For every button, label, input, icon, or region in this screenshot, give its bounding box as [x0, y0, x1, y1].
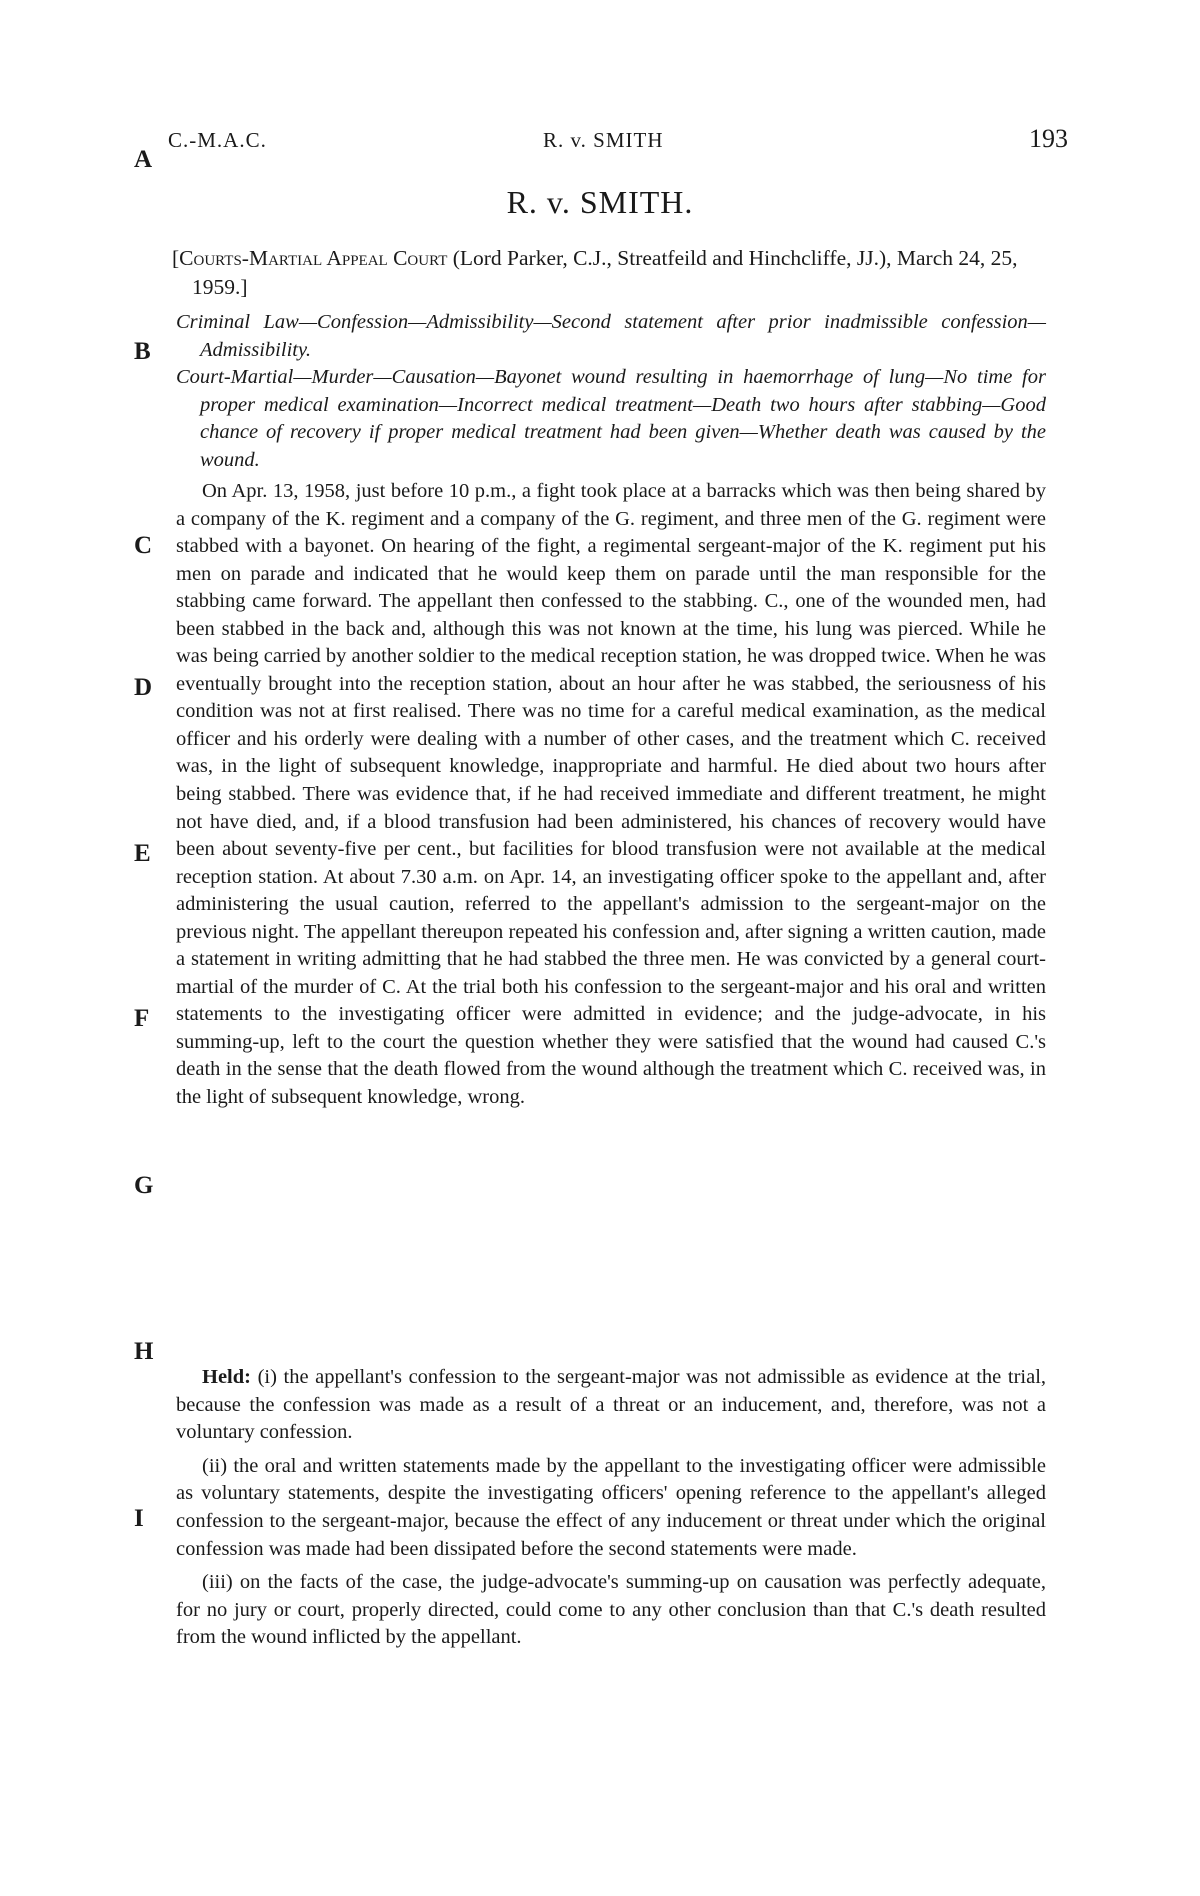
held-point-1 — [176, 1364, 1046, 1447]
facts-text: On Apr. 13, 1958, just before 10 p.m., a fight took place at a barracks which was then being shared by a company of the K. regiment and a company of the G. regiment, and three men of the G. regiment were stabbed with a bayonet. On hearing of the fight, a regimental sergeant-major of the K. regiment put his men on parade and indicated that he would keep them on parade until the man responsible for the stabbing came forward. The appellant then confessed to the stabbing. C., one of the wounded men, had been stabbed in the back and, although this was not known at the time, his lung was pierced. While he was being carried by another soldier to the medical reception station, he was dropped twice. When he was eventually brought into the reception station, about an hour after he was stabbed, the seriousness of his condition was not at first realised. There was no time for a careful medical examination, as the medical officer and his orderly were dealing with a number of other cases, and the treatment which C. received was, in the light of subsequent knowledge, inappropriate and harmful. He died about two hours after being stabbed. There was evidence that, if he had received immediate and different treatment, he might not have died, and, if a blood transfusion had been administered, his chances of recovery would have been about seventy-five per cent., but facilities for blood transfusion were not available at the medical reception station. At about 7.30 a.m. on Apr. 14, an investigating officer spoke to the appellant and, after administering the usual caution, referred to the appellant's admission to the sergeant-major on the previous night. The appellant thereupon repeated his confession and, after signing a written caution, made a statement in writing admitting that he had stabbed the three men. He was convicted by a general court-martial of the murder of C. At the trial both his confession to the sergeant-major and his oral and written statements to the investigating officer were admitted in evidence; and the judge-advocate, in his summing-up, left to the court the question whether they were satisfied that the wound had caused C.'s death in the sense that the death flowed from the wound although the treatment which C. received was, in the light of subsequent knowledge, wrong. — [176, 480, 1046, 1109]
held-point-2: (ii) the oral and written statements made by the appellant to the investigating officer were admissible as voluntary statements, despite the investigating officers' opening reference to the appellant's alleged confession to the sergeant-major, because the effect of any inducement or threat under which the original confession was made had been dissipated before the second statements were made. — [176, 1454, 1046, 1560]
page-number: 193 — [1029, 124, 1068, 153]
margin-letter-i: I — [134, 1505, 144, 1532]
running-head-case: R. v. SMITH — [543, 128, 664, 152]
held-section — [176, 1364, 1046, 1658]
catchword-court-martial: Court-Martial—Murder—Causation—Bayonet wound resulting in haemorrhage of lung—No time for proper medical examination—Incorrect medical treatment—Death two hours after stabbing—Good chance of recovery if proper medical treatment had been given—Whether death was caused by the wound. — [176, 366, 1046, 471]
margin-letter-e: E — [134, 840, 151, 867]
margin-letter-g: G — [134, 1172, 154, 1199]
court-open-bracket: [ — [172, 246, 180, 270]
court-citation — [172, 244, 1067, 302]
facts-paragraph — [176, 478, 1046, 1112]
court-name: Courts-Martial Appeal Court — [179, 246, 448, 270]
running-head-court: C.-M.A.C. — [168, 128, 267, 152]
margin-letter-b: B — [134, 338, 151, 365]
held-label: Held: — [202, 1366, 251, 1388]
running-head — [168, 124, 1068, 158]
held-point-3: (iii) on the facts of the case, the judge-advocate's summing-up on causation was perfectly adequate, for no jury or court, properly directed, could come to any other conclusion than that C.'s death resulted from the wound inflicted by the appellant. — [176, 1571, 1046, 1649]
court-details: (Lord Parker, C.J., Streatfeild and Hinchcliffe, JJ.), March 24, 25, 1959.] — [192, 246, 1018, 299]
margin-letter-h: H — [134, 1338, 154, 1365]
case-title: R. v. SMITH. — [506, 184, 694, 220]
margin-letter-c: C — [134, 532, 153, 559]
catchwords — [176, 309, 1046, 475]
margin-letter-f: F — [134, 1005, 150, 1032]
margin-letter-a: A — [134, 146, 153, 173]
catchword-criminal-law: Criminal Law—Confession—Admissibility—Second statement after prior inadmissible confession—Admissibility. — [176, 311, 1046, 361]
margin-letter-d: D — [134, 674, 153, 701]
held-point-1-text: (i) the appellant's confession to the sergeant-major was not admissible as evidence at the trial, because the confession was made as a result of a threat or an inducement, and, therefore, was not a voluntary confession. — [176, 1366, 1047, 1444]
